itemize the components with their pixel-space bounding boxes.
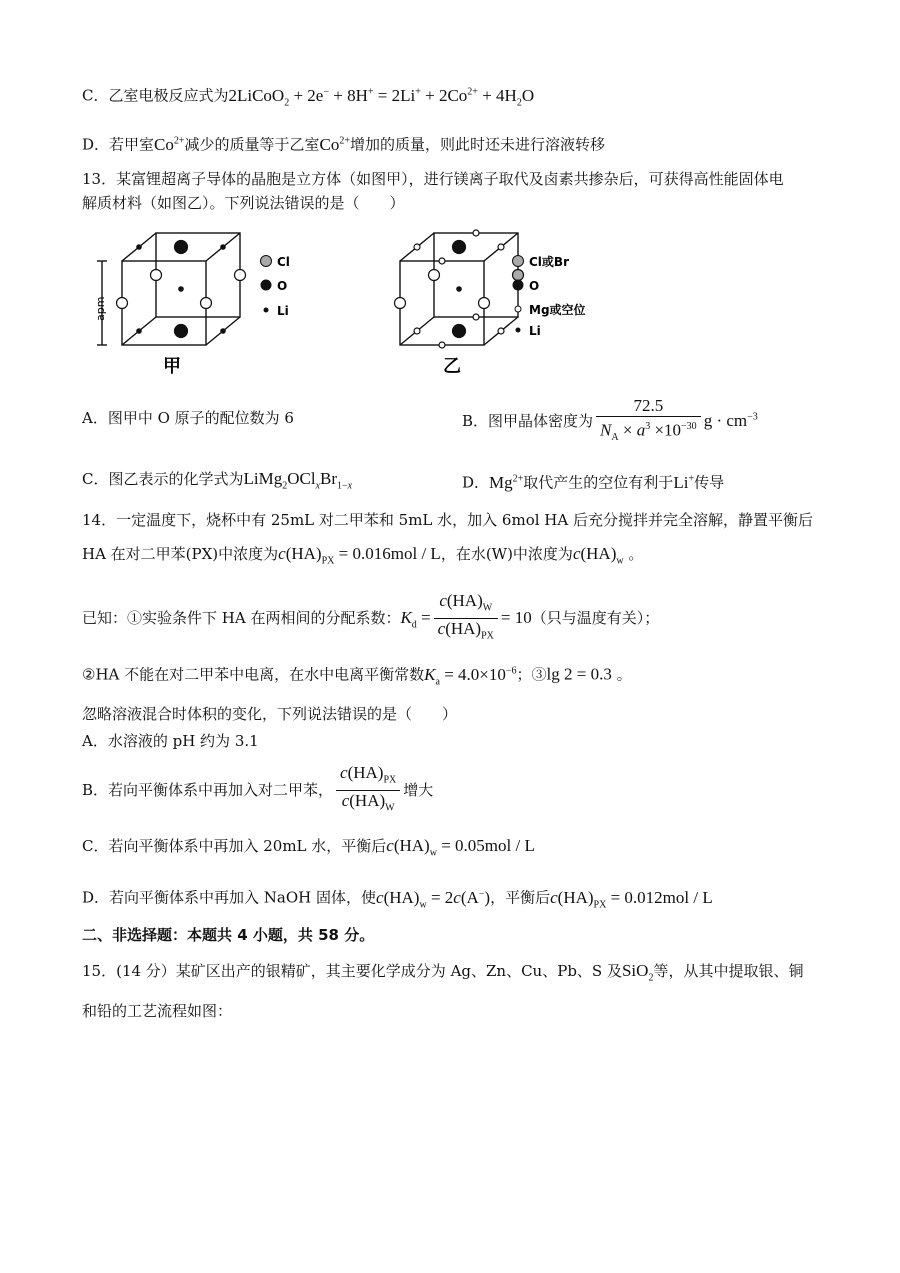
electrode-equation: 2LiCoO$_2$ + $2e^- + 8H^+ = 2Li^+ + 2Co^{2+} + 4H_2O$	[228, 85, 535, 109]
ratio-fraction: $\frac{c(HA)_{PX}}{c(HA)_W}$	[336, 763, 400, 819]
crystal-cell-figure	[90, 225, 630, 380]
q14-stem-line2: HA 在对二甲苯(PX)中浓度为$c(HA)_{PX} = 0.016mol / L$，在水(W)中浓度为$c(HA)_w$ 。	[82, 544, 644, 567]
q14-option-c: C．若向平衡体系中再加入 20mL 水，平衡后$c(HA)_w = 0.05mol / L$	[82, 836, 535, 859]
atoms-jia	[117, 241, 246, 338]
q13-stem-line2: 解质材料（如图乙）。下列说法错误的是（ ）	[82, 194, 405, 212]
q13-option-a: A．图甲中 O 原子的配位数为 6	[82, 409, 294, 427]
legend-yi-clbr: Cl或Br	[529, 255, 569, 269]
q14-option-a: A．水溶液的 pH 约为 3.1	[82, 732, 259, 750]
cell-jia	[97, 233, 240, 345]
q14-question: 忽略溶液混合时体积的变化，下列说法错误的是（ ）	[82, 705, 458, 723]
atoms-yi	[395, 230, 524, 348]
prev-option-d: D．若甲室$Co^{2+}$减少的质量等于乙室$Co^{2+}$增加的质量，则此时还未进行溶液转移	[82, 134, 606, 154]
q14-option-d: D．若向平衡体系中再加入 NaOH 固体，使$c(HA)_w = 2c(A^-)$，平衡后$c(HA)_{PX} = 0.012mol / L$	[82, 887, 713, 911]
q14-given-2: ②HA 不能在对二甲苯中电离，在水中电离平衡常数$K_a = 4.0\times 10^{-6}$；③lg 2 = 0.3 。	[82, 664, 632, 688]
q15-line1: 15．(14 分）某矿区出产的银精矿，其主要化学成分为 Ag、Zn、Cu、Pb、S 及SiO$_2$等，从其中提取银、铜	[82, 961, 804, 984]
label-yi: 乙	[443, 356, 461, 377]
partition-fraction: $\frac{c(HA)_W}{c(HA)_{PX}}$	[434, 591, 498, 647]
density-fraction: $\frac{72.5}{N_A \times a^3 \times 10^{-30}}$	[596, 396, 701, 448]
q13-option-b: B．图甲晶体密度为 $\frac{72.5}{N_A \times a^3 \times 10^{-30}}$ $g \cdot cm^{-3}$	[462, 396, 758, 448]
q13-stem-line1: 13．某富锂超离子导体的晶胞是立方体（如图甲），进行镁离子取代及卤素共掺杂后，可获得高性能固体电	[82, 170, 784, 188]
q13-option-d: D．$Mg^{2+}$取代产生的空位有利于Li+传导	[462, 472, 725, 492]
apm-label: apm	[94, 296, 107, 321]
q14-stem-line1: 14．一定温度下，烧杯中有 25mL 对二甲苯和 5mL 水，加入 6mol HA 后充分搅拌并完全溶解，静置平衡后	[82, 511, 813, 529]
prev-option-c: C．乙室电极反应式为2LiCoO$_2$ + $2e^- + 8H^+ = 2Li^+ + 2Co^{2+} + 4H_2O$	[82, 85, 535, 109]
legend-jia-cl: Cl	[277, 255, 290, 269]
section-2-heading: 二、非选择题：本题共 4 小题，共 58 分。	[82, 926, 375, 944]
q15-line2: 和铅的工艺流程如图：	[82, 1002, 233, 1020]
legend-yi-li: Li	[529, 324, 541, 338]
q14-option-b: B．若向平衡体系中再加入对二甲苯， $\frac{c(HA)_{PX}}{c(HA)_W}$ 增大	[82, 763, 433, 819]
legend-yi-mg: Mg或空位	[529, 303, 586, 317]
legend-jia-o: O	[277, 279, 288, 293]
q14-given-1: 已知：①实验条件下 HA 在两相间的分配系数：$K_d$ = $\frac{c(HA)_W}{c(HA)_{PX}}$ = 10（只与温度有关）；	[82, 591, 659, 647]
legend-yi-o: O	[529, 279, 540, 293]
q13-option-c: C．图乙表示的化学式为$LiMg_2OCl_xBr_{1-x}$	[82, 469, 353, 492]
label-jia: 甲	[163, 356, 181, 377]
legend-jia-li: Li	[277, 304, 289, 318]
